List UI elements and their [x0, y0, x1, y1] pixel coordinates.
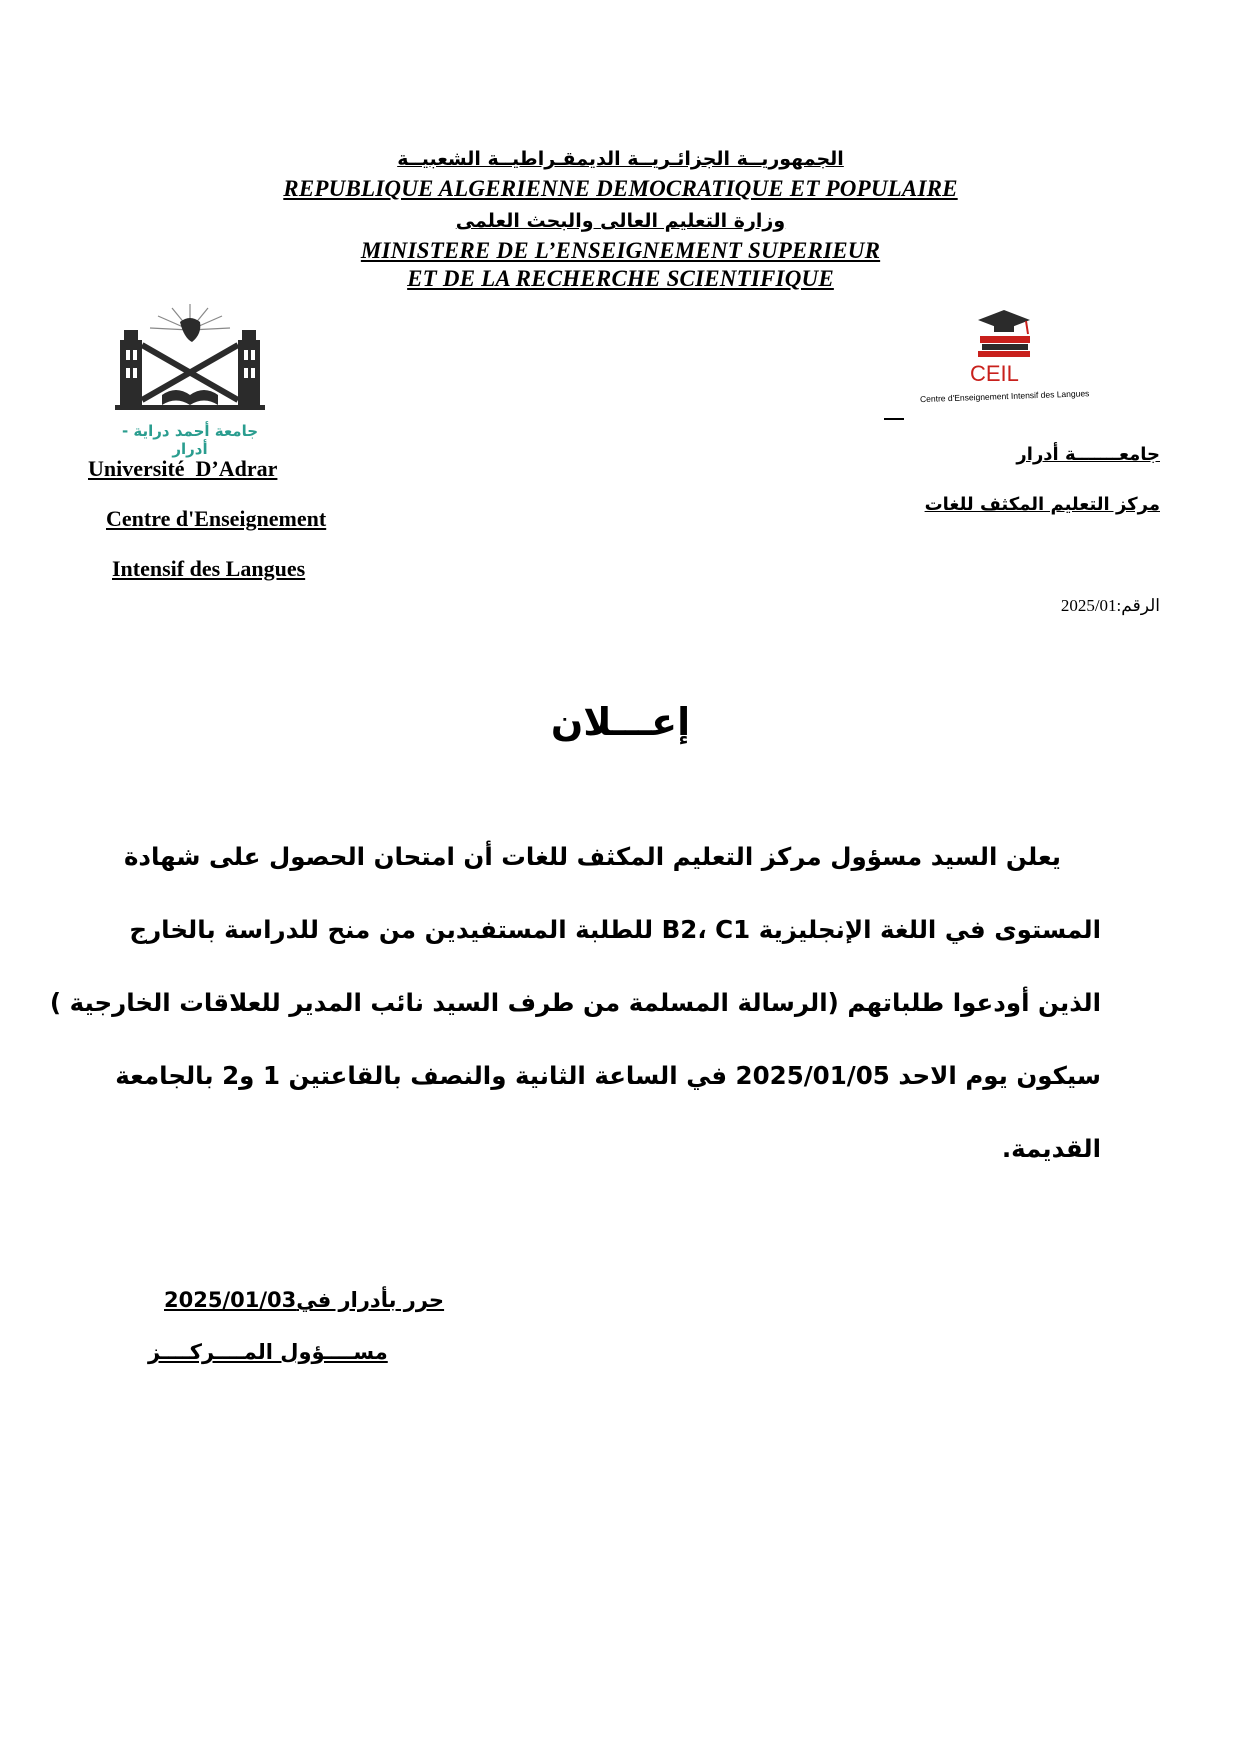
body-line-1: يعلن السيد مسؤول مركز التعليم المكثف للغات أن امتحان الحصول على شهادة: [123, 842, 1061, 871]
center-name-ar: مركز التعليم المكثف للغات: [924, 494, 1160, 515]
republic-french: REPUBLIQUE ALGERIENNE DEMOCRATIQUE ET POPULAIRE: [283, 176, 958, 201]
university-adrar-logo-icon: [110, 300, 270, 415]
body-line-4: سيكون يوم الاحد 2025/01/05 في الساعة الثانية والنصف بالقاعتين 1 و2 بالجامعة: [115, 1061, 1101, 1090]
university-name-ar: جامعـــــــة أدرار: [1016, 444, 1160, 465]
university-name-fr: Université D’Adrar: [88, 456, 278, 481]
university-logo: [110, 300, 270, 458]
ceil-logo-text: CEIL: [970, 361, 1019, 386]
signature-place-date: حرر بأدرار في2025/01/03: [164, 1288, 445, 1312]
ceil-graduation-cap-books-logo-icon: [968, 306, 1048, 358]
signature-role: مســــؤول المــــركــــز: [148, 1340, 388, 1364]
university-logo-caption: جامعة أحمد دراية - أدرار: [121, 422, 259, 458]
center-name-fr-line1: Centre d'Enseignement: [106, 506, 327, 531]
announcement-title: إعـــلان: [550, 700, 691, 744]
center-name-fr-line2: Intensif des Langues: [112, 556, 306, 581]
ministry-arabic: وزارة التعليم العالى والبحث العلمى: [455, 210, 786, 232]
republic-arabic: الجمهوريــة الجزائـريــة الديمقـراطيــة الشعبيــة: [397, 148, 844, 170]
ceil-logo: [918, 306, 1098, 406]
ministry-french-line1: MINISTERE DE L’ENSEIGNEMENT SUPERIEUR: [360, 238, 881, 263]
body-line-2: المستوى في اللغة الإنجليزية B2، C1 للطلبة المستفيدين من منح للدراسة بالخارج: [129, 915, 1101, 944]
decorative-dash: [884, 418, 904, 420]
reference-number: الرقم:2025/01: [1060, 596, 1160, 615]
announcement-body: [49, 820, 1101, 1185]
ceil-logo-caption: Centre d'Enseignement Intensif des Langues: [919, 388, 1090, 405]
body-line-5: القديمة.: [1001, 1134, 1101, 1163]
body-line-3: الذين أودعوا طلباتهم (الرسالة المسلمة من طرف السيد نائب المدير للعلاقات الخارجية ): [49, 988, 1101, 1017]
ministry-french-line2: ET DE LA RECHERCHE SCIENTIFIQUE: [407, 266, 834, 291]
